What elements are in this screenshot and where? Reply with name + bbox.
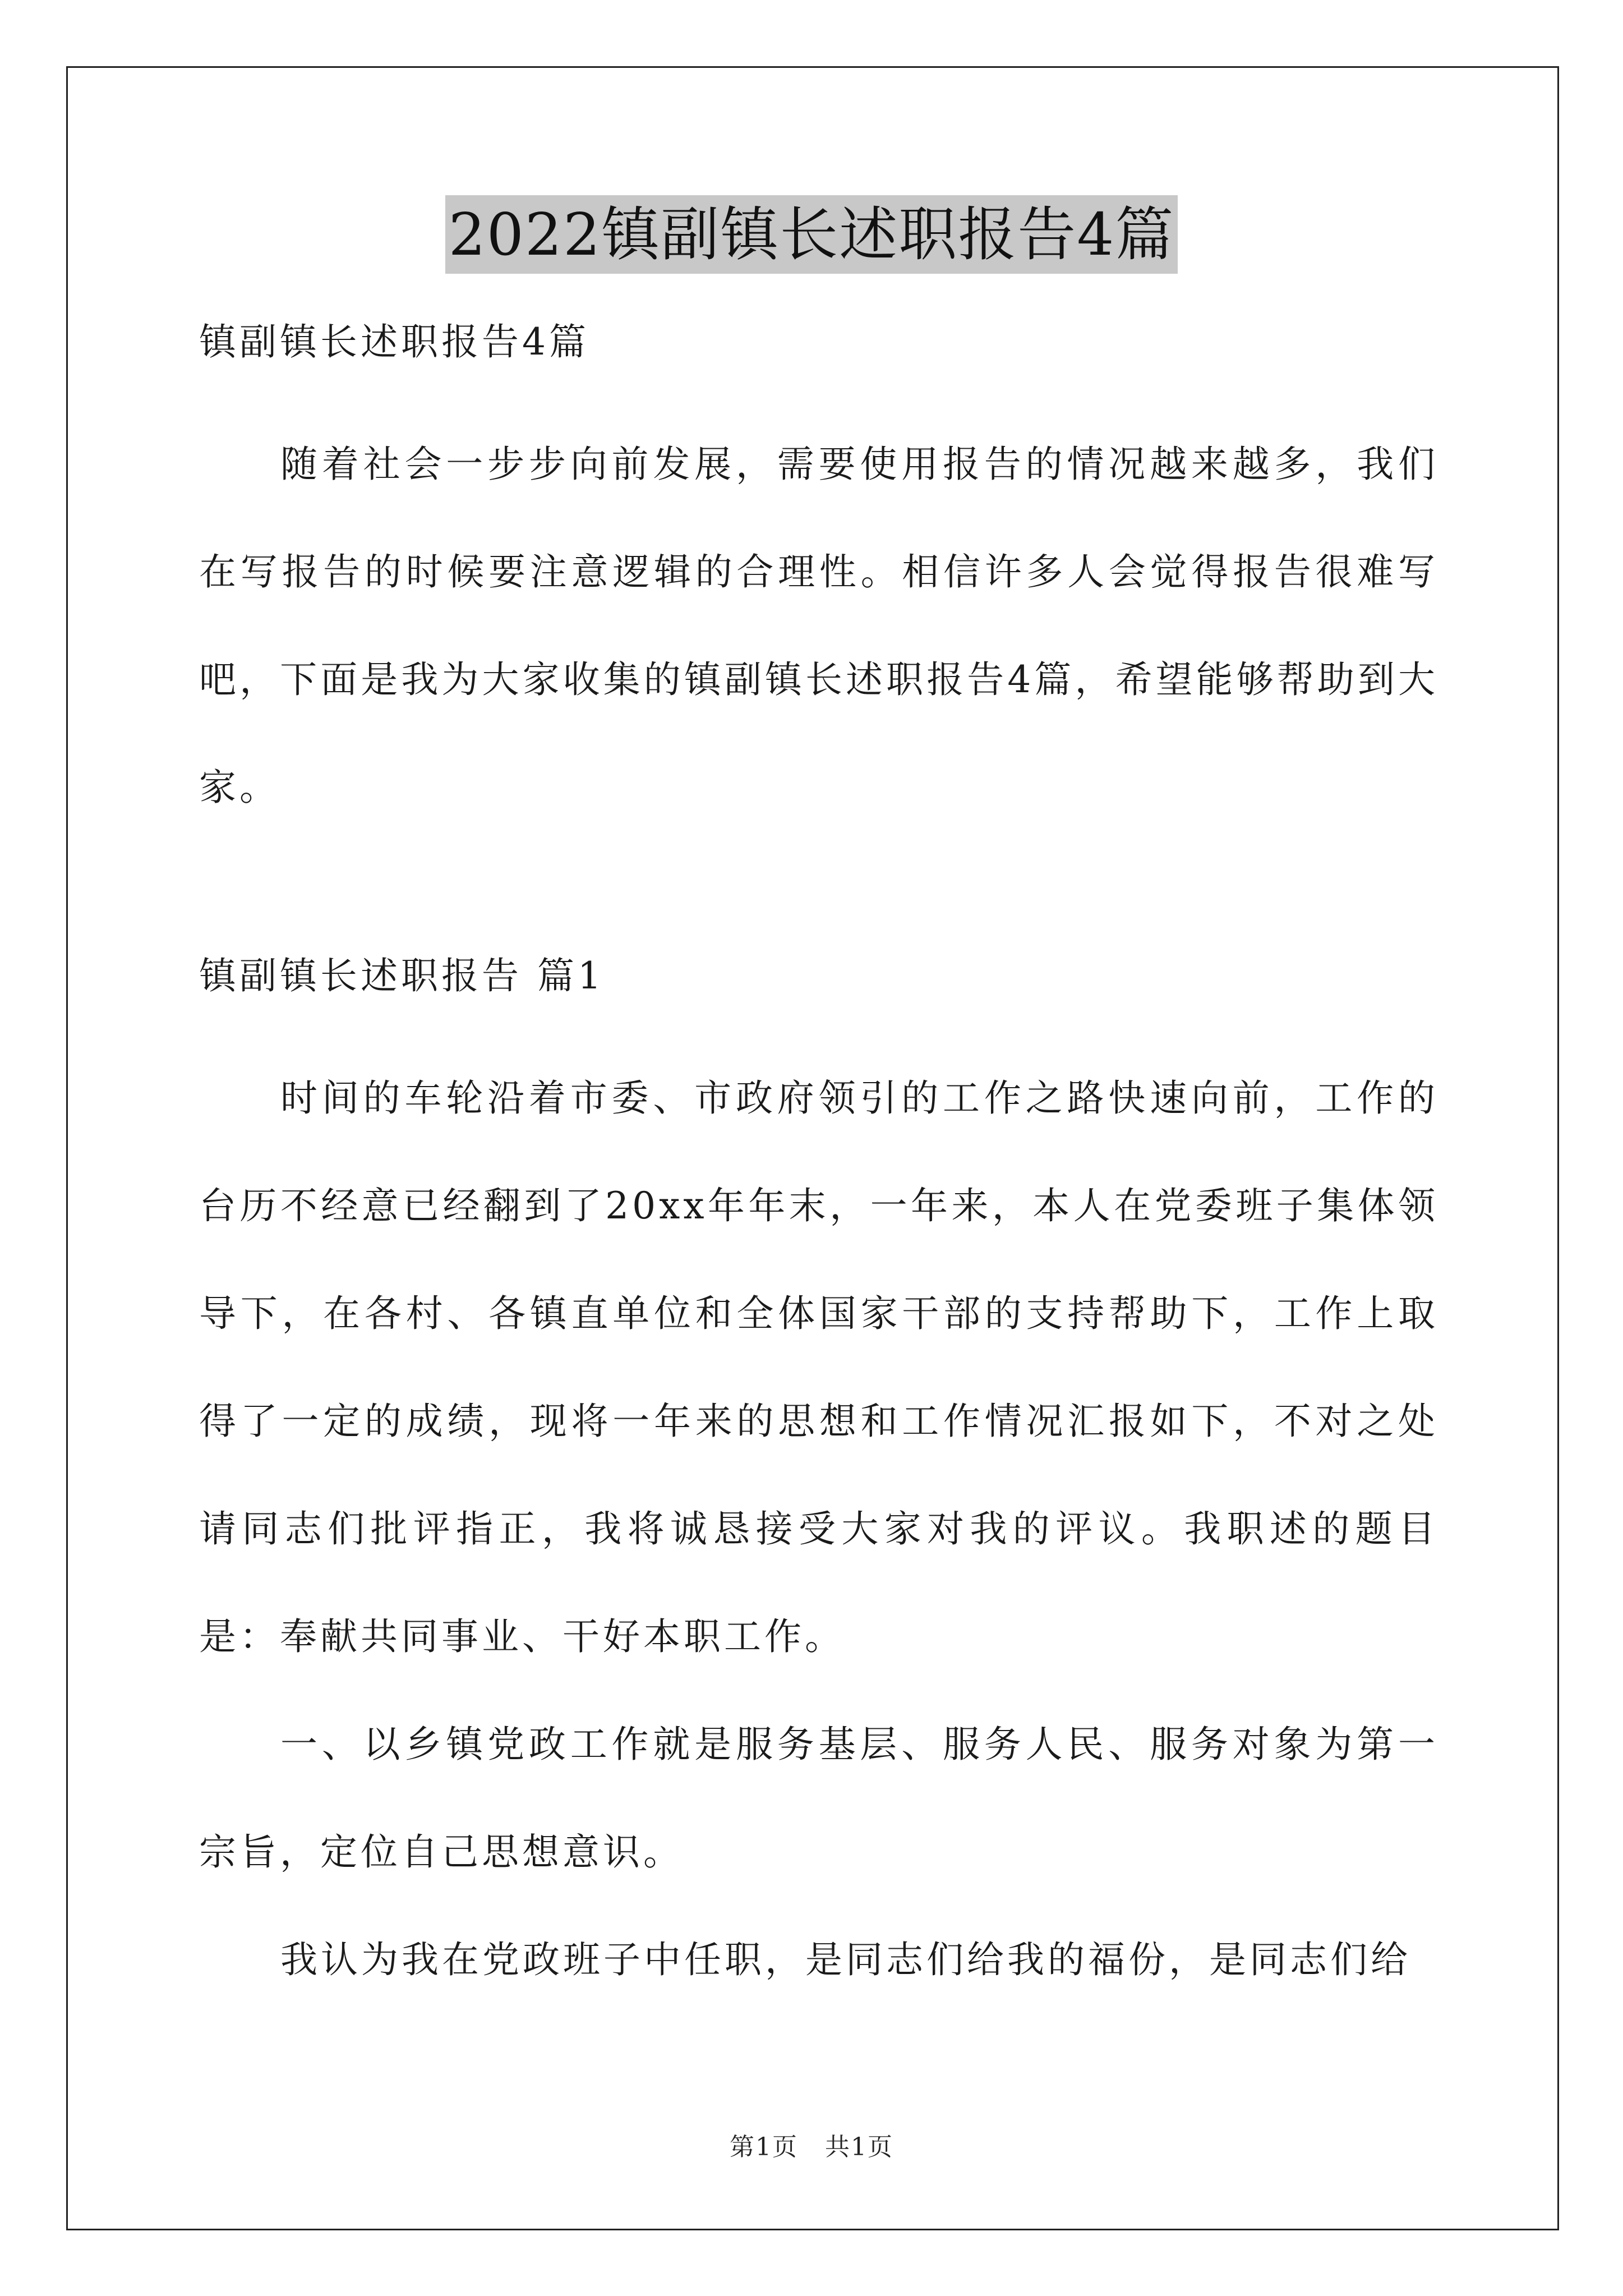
spacer <box>199 1004 1438 1045</box>
spacer <box>199 370 1438 411</box>
document-title: 2022镇副镇长述职报告4篇 <box>445 195 1178 274</box>
page-total: 共1页 <box>825 2133 893 2161</box>
body-paragraph-2: 一、以乡镇党政工作就是服务基层、服务人民、服务对象为第一宗旨，定位自己思想意识。 <box>199 1723 1438 1874</box>
page-footer <box>0 2131 1623 2164</box>
document-body <box>199 314 1438 2014</box>
page-number: 第1页 <box>730 2133 798 2161</box>
section-heading: 镇副镇长述职报告 篇1 <box>199 954 605 997</box>
document-subtitle: 镇副镇长述职报告4篇 <box>199 320 589 364</box>
spacer <box>199 841 1438 948</box>
body-paragraph-3: 我认为我在党政班子中任职，是同志们给我的福份，是同志们给 <box>280 1938 1411 1981</box>
title-container <box>0 195 1623 274</box>
body-paragraph-1: 时间的车轮沿着市委、市政府领引的工作之路快速向前，工作的台历不经意已经翻到了20xx年年末，一年来，本人在党委班子集体领导下，在各村、各镇直单位和全体国家干部的支持帮助下，工作上取得了一定的成绩，现将一年来的思想和工作情况汇报如下，不对之处请同志们批评指正，我将诚恳接受大家对我的评议。我职述的题目是：奉献共同事业、干好本职工作。 <box>199 1076 1438 1658</box>
intro-paragraph: 随着社会一步步向前发展，需要使用报告的情况越来越多，我们在写报告的时候要注意逻辑的合理性。相信许多人会觉得报告很难写吧，下面是我为大家收集的镇副镇长述职报告4篇，希望能够帮助到大家。 <box>199 443 1438 809</box>
